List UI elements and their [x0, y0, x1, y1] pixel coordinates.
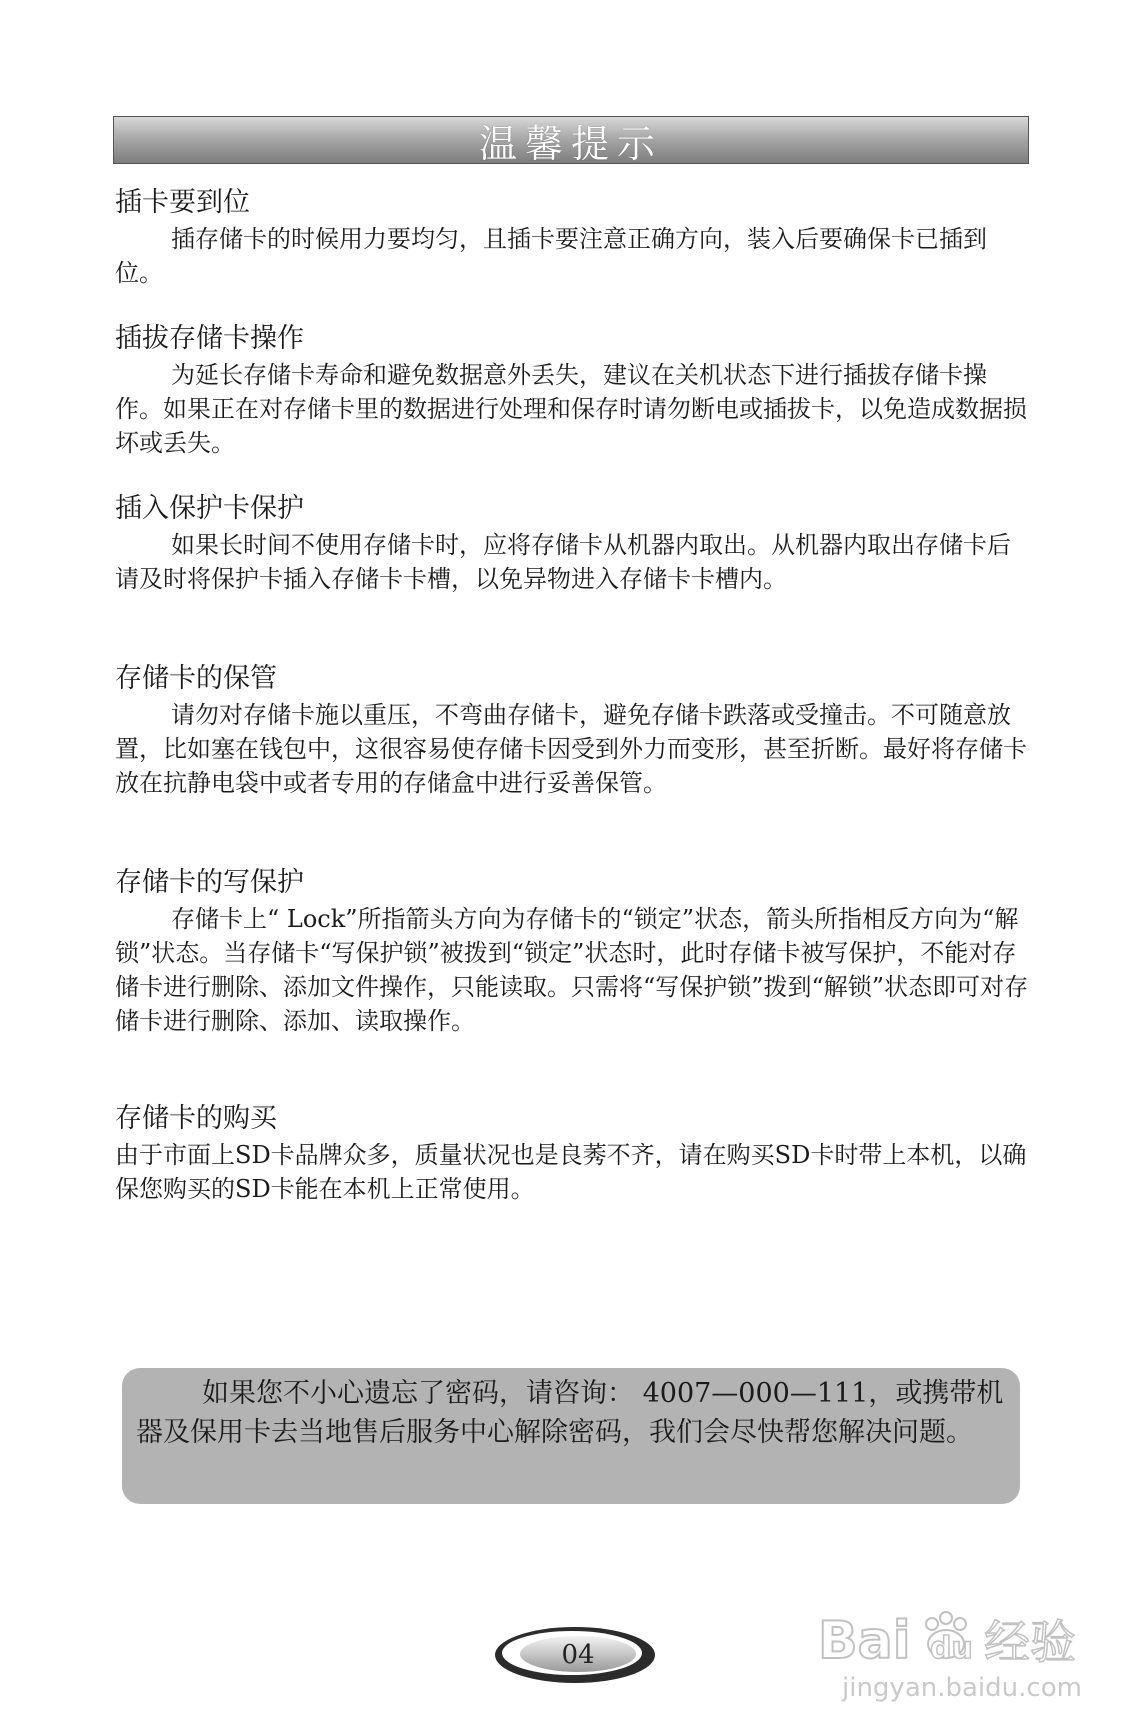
section-write-protect [115, 866, 1030, 1038]
watermark-product: 经验 [984, 1615, 1076, 1669]
page-number-badge [492, 1622, 658, 1686]
section-card-storage [115, 662, 1030, 800]
section-paragraph: 存储卡上“ Lock”所指箭头方向为存储卡的“锁定”状态，箭头所指相反方向为“解锁”状态。当存储卡“写保护锁”被拨到“锁定”状态时，此时存储卡被写保护，不能对存储卡进行删除、添加文件操作，只能读取。只需将“写保护锁”拨到“解锁”状态即可对存储卡进行删除、添加、读取操作。 [115, 905, 1029, 1035]
baidu-jingyan-watermark [812, 1596, 1112, 1716]
section-paragraph: 插存储卡的时候用力要均匀，且插卡要注意正确方向，装入后要确保卡已插到位。 [115, 225, 987, 287]
section-title: 存储卡的购买 [115, 1103, 277, 1134]
section-title: 存储卡的写保护 [115, 867, 304, 898]
watermark-url: jingyan.baidu.com [842, 1673, 1082, 1703]
section-title: 插卡要到位 [115, 187, 250, 218]
watermark-brand: Bai [818, 1611, 911, 1671]
password-help-note [122, 1368, 1020, 1504]
section-title: 插拔存储卡操作 [115, 323, 304, 354]
page-title: 温馨提示 [478, 121, 663, 166]
section-card-purchase [115, 1102, 1030, 1206]
section-header-banner [113, 116, 1029, 164]
note-text: 如果您不小心遗忘了密码，请咨询： 4007—000—111，或携带机器及保用卡去当地售后服务中心解除密码，我们会尽快帮您解决问题。 [136, 1378, 1004, 1448]
section-paragraph: 请勿对存储卡施以重压，不弯曲存储卡，避免存储卡跌落或受撞击。不可随意放置，比如塞在钱包中，这很容易使存储卡因受到外力而变形，甚至折断。最好将存储卡放在抗静电袋中或者专用的存储盒中进行妥善保管。 [115, 701, 1027, 797]
section-title: 存储卡的保管 [115, 663, 277, 694]
watermark-brand-tail: du [930, 1631, 973, 1666]
section-card-insert-remove [115, 322, 1030, 460]
section-protect-card [115, 492, 1030, 596]
section-paragraph: 由于市面上SD卡品牌众多，质量状况也是良莠不齐，请在购买SD卡时带上本机，以确保您购买的SD卡能在本机上正常使用。 [115, 1141, 1027, 1203]
section-title: 插入保护卡保护 [115, 493, 304, 524]
page-number: 04 [561, 1640, 595, 1670]
section-paragraph: 如果长时间不使用存储卡时，应将存储卡从机器内取出。从机器内取出存储卡后请及时将保护卡插入存储卡卡槽，以免异物进入存储卡卡槽内。 [115, 531, 1011, 593]
section-insert-card [115, 186, 1030, 290]
section-paragraph: 为延长存储卡寿命和避免数据意外丢失，建议在关机状态下进行插拔存储卡操作。如果正在对存储卡里的数据进行处理和保存时请勿断电或插拔卡，以免造成数据损坏或丢失。 [115, 361, 1027, 457]
